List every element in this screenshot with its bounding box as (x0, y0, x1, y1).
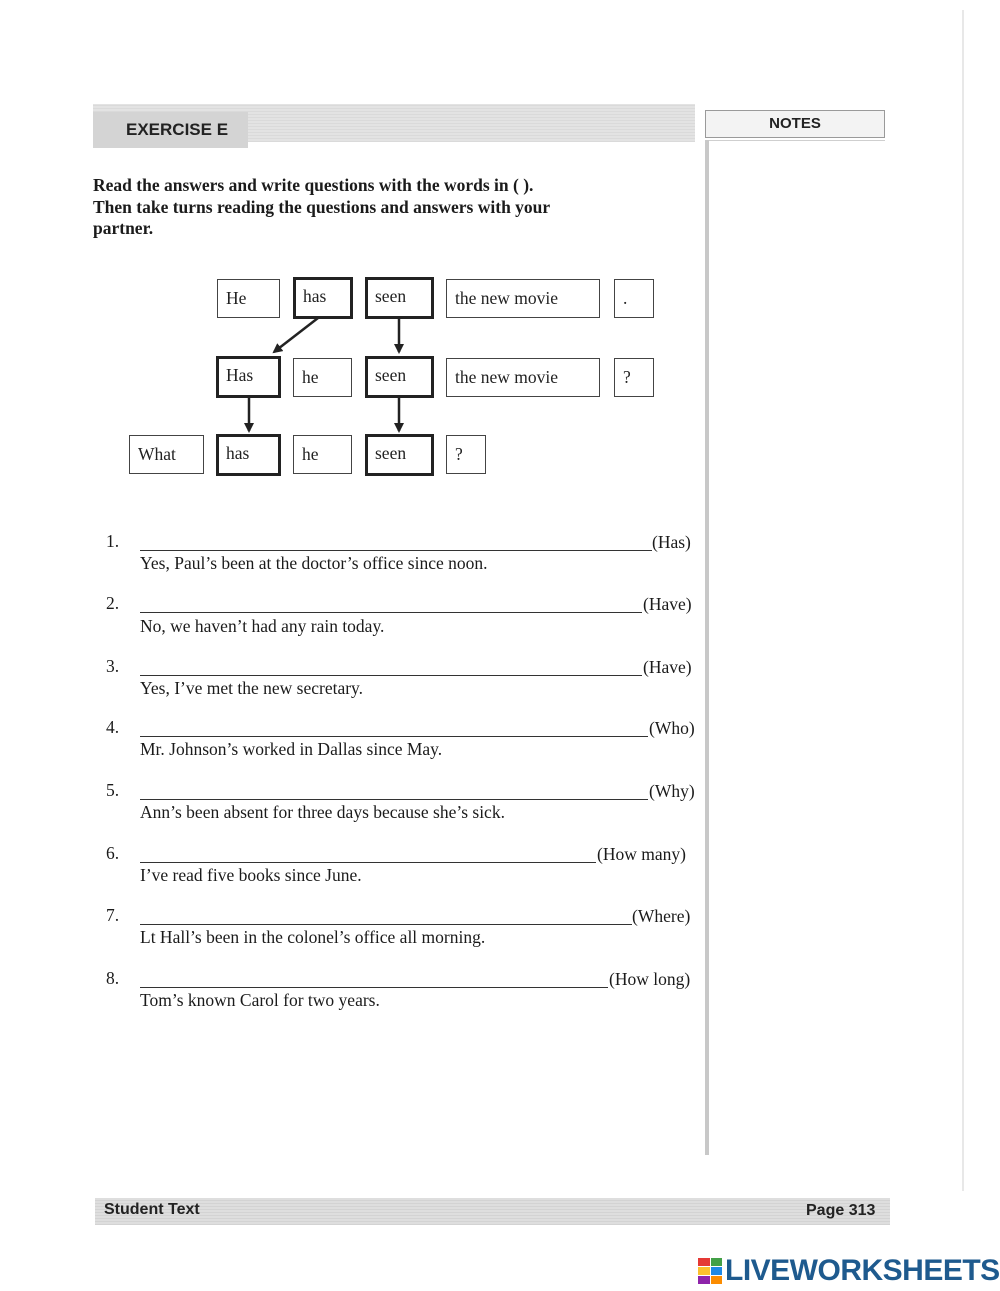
answer-blank-5[interactable] (140, 799, 648, 800)
word-box-highlight: Has (216, 356, 281, 398)
item-answer: I’ve read five books since June. (140, 865, 362, 885)
item-number: 1. (106, 531, 120, 551)
item-answer: Ann’s been absent for three days because she’s sick. (140, 802, 505, 822)
answer-blank-4[interactable] (140, 736, 648, 737)
word-box-punctuation: ? (446, 435, 486, 474)
item-hint: (Has) (652, 532, 691, 552)
answer-blank-1[interactable] (140, 550, 652, 551)
item-number: 3. (106, 656, 120, 676)
item-answer: Tom’s known Carol for two years. (140, 990, 380, 1010)
item-number: 7. (106, 905, 120, 925)
diagram-arrows (0, 0, 1000, 500)
item-answer: Mr. Johnson’s worked in Dallas since May. (140, 739, 443, 759)
word-box-punctuation: ? (614, 358, 654, 397)
item-answer: Yes, Paul’s been at the doctor’s office since noon. (140, 553, 488, 573)
answer-blank-2[interactable] (140, 612, 642, 613)
word-box: he (293, 358, 352, 397)
item-answer: No, we haven’t had any rain today. (140, 616, 385, 636)
word-box: the new movie (446, 358, 600, 397)
word-box-highlight: seen (365, 277, 434, 319)
item-number: 8. (106, 968, 120, 988)
word-box: the new movie (446, 279, 600, 318)
instruction-line: Read the answers and write questions with the words in ( ). (93, 175, 534, 195)
word-box-highlight: has (216, 434, 281, 476)
item-hint: (Have) (643, 657, 692, 677)
liveworksheets-logo[interactable] (698, 1254, 1000, 1288)
item-answer: Yes, I’ve met the new secretary. (140, 678, 364, 698)
answer-blank-3[interactable] (140, 675, 642, 676)
item-number: 6. (106, 843, 120, 863)
item-answer: Lt Hall’s been in the colonel’s office all morning. (140, 927, 486, 947)
word-box-highlight: seen (365, 356, 434, 398)
footer-label: Student Text (104, 1201, 200, 1218)
answer-blank-8[interactable] (140, 987, 608, 988)
item-hint: (Who) (649, 718, 695, 738)
answer-blank-7[interactable] (140, 924, 632, 925)
notes-label: NOTES (705, 110, 885, 138)
item-hint: (How many) (597, 844, 686, 864)
item-number: 4. (106, 717, 120, 737)
word-box-highlight: seen (365, 434, 434, 476)
exercise-title: EXERCISE E (93, 112, 248, 148)
arrow-has-to-front (274, 318, 318, 352)
page-number: Page 313 (806, 1202, 876, 1219)
item-hint: (Where) (632, 906, 691, 926)
item-hint: (How long) (609, 969, 691, 989)
footer-bar (95, 1198, 890, 1225)
word-box: What (129, 435, 204, 474)
item-hint: (Have) (643, 594, 692, 614)
word-box-highlight: has (293, 277, 353, 319)
logo-blocks-icon (698, 1258, 722, 1284)
brand-name: LIVEWORKSHEETS (725, 1254, 1000, 1287)
word-box-punctuation: . (614, 279, 654, 318)
answer-blank-6[interactable] (140, 862, 596, 863)
item-hint: (Why) (649, 781, 695, 801)
instruction-line: Then take turns reading the questions and answers with your (93, 196, 551, 217)
word-box: He (217, 279, 280, 318)
word-box: he (293, 435, 352, 474)
item-number: 5. (106, 780, 120, 800)
item-number: 2. (106, 593, 120, 613)
instruction-line: partner. (93, 218, 154, 238)
